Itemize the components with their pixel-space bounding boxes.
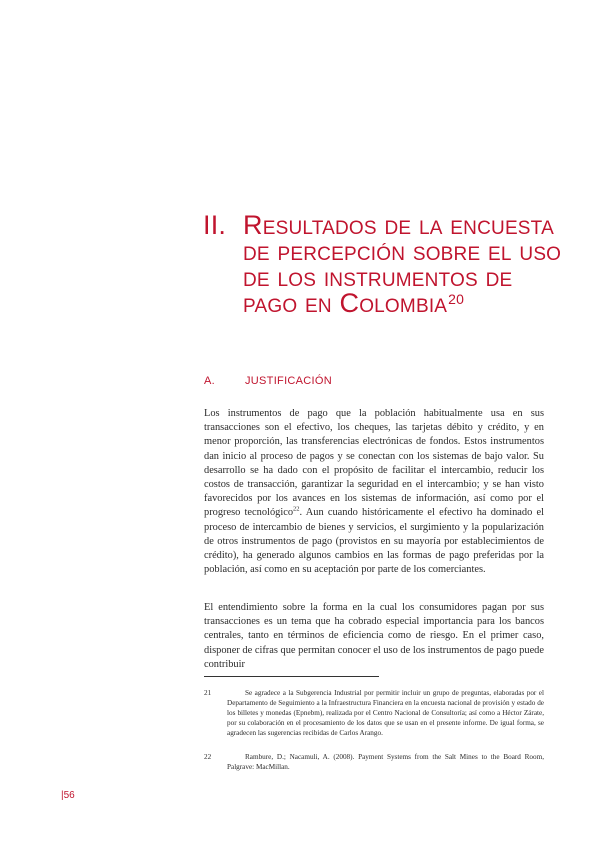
section-title: JUSTIFICACIÓN <box>245 375 333 387</box>
footnote <box>204 752 544 772</box>
body-paragraph-1 <box>204 407 544 577</box>
footnote-ref: 22 <box>293 505 300 513</box>
section-letter: A. <box>204 375 215 387</box>
paragraph-text: . Aun cuando históricamente el efectivo ha dominado el proceso de intercambio de bienes y servicios, el surgimiento y la popularización de otros instrumentos de pago (provistos en su mayoría por establecimientos de crédito), ha generado algunos cambios en las formas de pago preferidas por la población, así como en su aceptación por parte de los comerciantes. <box>204 507 544 576</box>
footnote-text: Se agradece a la Subgerencia Industrial por permitir incluir un grupo de preguntas, elaboradas por el Departamento de Seguimiento a la Infraestructura Financiera en la encuesta nacional de provisión y estado de los billetes y monedas (Epnebm), realizada por el Centro Nacional de Consultoría; así como a Héctor Zárate, por su colaboración en el procesamiento de los datos que se usan en el presente informe. De igual forma, se agradecen las sugerencias recibidas de Carlos Arango. <box>227 689 544 737</box>
body-paragraph-2: El entendimiento sobre la forma en la cual los consumidores pagan por sus transacciones es un tema que ha cobrado especial importancia para los bancos centrales, tanto en términos de eficiencia como de riesgo. En el primer caso, disponer de cifras que permitan conocer el uso de los instrumentos de pago puede contribuir <box>204 602 544 670</box>
footnote-text: Rambure, D.; Nacamuli, A. (2008). Payment Systems from the Salt Mines to the Board Room, Palgrave: MacMillan. <box>227 753 544 771</box>
footnote <box>204 688 544 738</box>
chapter-title-text: Resultados de la encuesta de percepción sobre el uso de los instrumentos de pago en Colombia <box>243 210 562 318</box>
page-number: |56 <box>61 790 75 801</box>
footnote-number: 22 <box>204 753 212 761</box>
chapter-footnote-ref: 20 <box>448 291 465 307</box>
chapter-title <box>243 212 573 316</box>
footnote-number: 21 <box>204 689 212 697</box>
chapter-number: II. <box>203 210 227 240</box>
paragraph-text: Los instrumentos de pago que la población habitualmente usa en sus transacciones son el efectivo, los cheques, las tarjetas débito y crédito, y en menor proporción, las transferencias electrónicas de fondos. Estos instrumentos dan inicio al proceso de pagos y se conectan con los sistemas de bajo valor. Su desarrollo se ha dado con el propósito de facilitar el intercambio, reducir los costos de transacción, garantizar la seguridad en el intercambio; y se han visto favorecidos por los avances en los sistemas de información, así como por el progreso tecnológico <box>204 408 544 519</box>
footnote-divider <box>204 676 379 677</box>
